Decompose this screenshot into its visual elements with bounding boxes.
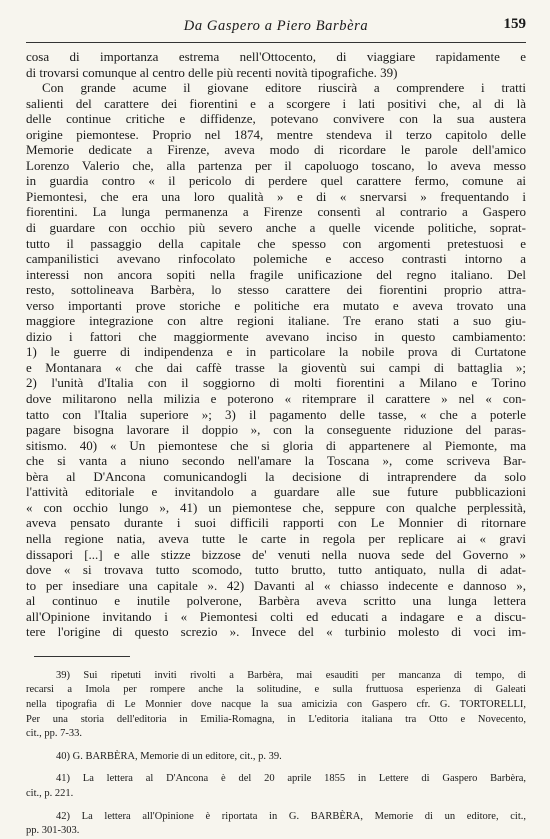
text-line: Con grande acume il giovane editore riuscirà a comprendere i tratti — [42, 80, 526, 96]
text-line: sitismo. 40) « Un piemontese che si gloria di appartenere al Piemonte, ma — [26, 437, 526, 453]
text-line: e Montanara « che dai caffè trasse la gioventù sui campi di battaglia »; — [26, 359, 526, 375]
text-line: resto, sottolineava Barbèra, lo stesso carattere dei fiorentini proprio attra- — [26, 282, 526, 298]
text-line: tutto il passaggio della capitale che spesso con argomenti pretestuosi e — [26, 235, 526, 251]
header-rule — [26, 42, 526, 43]
text-line: campanilistici avevano rinfocolato polemiche e acceso contrasti intorno a — [26, 251, 526, 267]
footnotes — [26, 669, 526, 839]
text-line: dissapori [...] e alle stizze bizzose de' venuti nella nuova sede del Governo » — [26, 546, 526, 562]
text-line: nella regione natia, aveva tutte le carte in regola per replicare ai « gravi — [26, 530, 526, 546]
text-line: dizio i fattori che maggiormente avevano inciso in questo cambiamento: — [26, 328, 526, 344]
text-line: cosa di importanza estrema nell'Ottocento, di viaggiare rapidamente e — [26, 49, 526, 64]
body-text — [26, 49, 526, 640]
text-line: salienti del carattere dei fiorentini e a scorgere i lati positivi che, al di là — [26, 95, 526, 111]
footnote-line: nella tipografia di Le Monnier dove nacque la sua amicizia con Gaspero cfr. G. TORTORELLI, — [26, 698, 526, 710]
text-line: di trovarsi comunque al centro delle più recenti novità tipografiche. 39) — [26, 64, 398, 80]
footnote-line: 40) G. BARBÈRA, Memorie di un editore, cit., p. 39. — [56, 750, 282, 762]
footnote-line: Per una storia dell'editoria in Emilia-Romagna, in L'editoria italiana tra Otto e Novecento, — [26, 713, 526, 725]
text-line: l'attività editoriale e invitandolo a guardare alle sue future pubblicazioni — [26, 484, 526, 500]
text-line: fiorentini. La lunga permanenza a Firenze consentì al contrario a Gaspero — [26, 204, 526, 220]
footnote-line: cit., p. 221. — [26, 787, 74, 799]
text-line: 2) l'unità d'Italia con il soggiorno di molti fiorentini a Milano e Torino — [26, 375, 526, 391]
footnote-line: recarsi a Imola per rompere anche la solitudine, e sulla fruttuosa esperienza di Galeati — [26, 684, 526, 696]
text-line: dove « si trovava tutto scomodo, tutto brutto, tutto antiquato, nulla di adat- — [26, 562, 526, 578]
text-line: di guardare con occhio più severo anche a quelle vicende politiche, soprat- — [26, 220, 526, 236]
text-line: « con occhio lungo », 41) un piemontese che, seppure con qualche perplessità, — [26, 499, 526, 515]
text-line: to per insediare una capitale ». 42) Davanti al « chiasso indecente e dannoso », — [26, 577, 526, 593]
text-line: Piemontesi, che era una loro qualità » e di « snervarsi » frequentando i — [26, 188, 526, 204]
page-header — [26, 14, 526, 40]
text-line: che si vanta a niuno secondo nell'amare la Toscana », come scriveva Bar- — [26, 453, 526, 469]
text-line: origine piemontese. Proprio nel 1874, mentre stendeva il terzo capitolo delle — [26, 126, 526, 142]
text-line: 1) le guerre di indipendenza e in particolare la nobile prova di Curtatone — [26, 344, 526, 360]
footnote-line: pp. 301-303. — [26, 825, 80, 837]
footnote-rule — [34, 656, 130, 657]
page-number: 159 — [503, 16, 526, 32]
footnote-line: 41) La lettera al D'Ancona è del 20 aprile 1855 in Lettere di Gaspero Barbèra, — [56, 773, 526, 785]
text-line: all'Opinione invitando i « Piemontesi colti ed educati a indagare e a discu- — [26, 608, 526, 624]
text-line: tere l'origine di questo screzio ». Invece del « turbinio molesto di voci im- — [26, 624, 526, 640]
footnote-line: cit., pp. 7-33. — [26, 728, 82, 740]
text-line: maggiore integrazione con altre regioni italiane. Tre erano stati a suo giu- — [26, 313, 526, 329]
text-line: tatto con l'Italia superiore »; 3) il pagamento delle tasse, « che a poterle — [26, 406, 526, 422]
footnote-line: 39) Sui ripetuti inviti rivolti a Barbèra, mai esauditi per mancanza di tempo, di — [56, 669, 526, 681]
text-line: al continuo e inutile polverone, Barbèra aveva scritto una lunga lettera — [26, 593, 526, 609]
text-line: Lorenzo Valerio che, alla partenza per il capoluogo toscano, lo aveva messo — [26, 157, 526, 173]
text-line: Memorie dedicate a Firenze, aveva modo di ricordare le parole dell'amico — [26, 142, 526, 158]
text-line: aveva pensato durante i suoi difficili rapporti con Le Monnier di ritornare — [26, 515, 526, 531]
text-line: in guardia contro « il pericolo di perdere quel carattere fermo, comune ai — [26, 173, 526, 189]
text-line: verso importanti prove storiche e politiche era mutato e aveva trovato una — [26, 297, 526, 313]
running-head: Da Gaspero a Piero Barbèra — [183, 18, 369, 34]
footnote-line: 42) La lettera all'Opinione è riportata in G. BARBÈRA, Memorie di un editore, cit., — [56, 810, 526, 822]
text-line: interessi non ancora sopiti nella fragile unificazione del regno italiano. Del — [26, 266, 526, 282]
text-line: pagare bisogna lavorare il doppio », con la conseguente riduzione del paras- — [26, 422, 526, 438]
text-line: delle continue critiche e diffidenze, potevano convivere con la sua austera — [26, 111, 526, 127]
text-line: dove militarono nella milizia e poterono « ritemprare il carattere » nel « con- — [26, 391, 526, 407]
text-line: bèra al D'Ancona comunicandogli la decisione di intraprendere da solo — [26, 468, 526, 484]
